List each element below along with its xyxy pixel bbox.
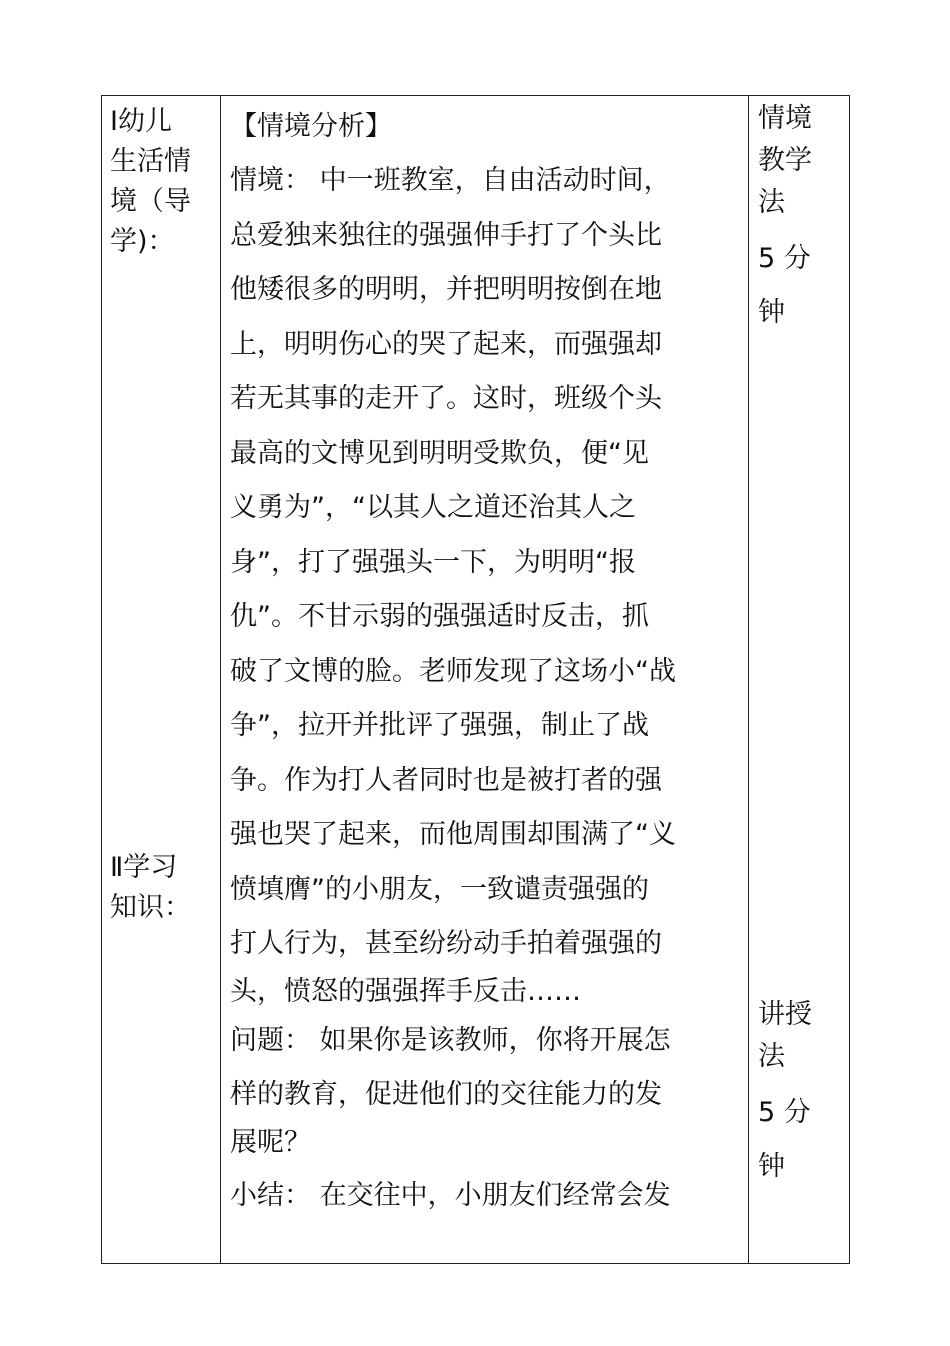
text-line: 总爱独来独往的强强伸手打了个头比 (230, 219, 662, 251)
question-text (230, 1014, 742, 1163)
section-label-line: Ⅰ幼儿 (110, 106, 172, 137)
text-line: 他矮很多的明明，并把明明按倒在地 (230, 274, 662, 305)
duration-label (758, 1086, 846, 1194)
method-label-line: 法 (758, 187, 785, 218)
text-line: 愤填膺”的小朋友，一致谴责强强的 (230, 873, 649, 905)
duration-line: 5 分 (758, 1097, 811, 1128)
text-line: 身”，打了强强头一下，为明明“报 (230, 546, 636, 578)
text-line: 强也哭了起来，而他周围却围满了“义 (230, 819, 676, 850)
method-label-line: 讲授 (758, 999, 812, 1030)
method-label-line: 情境 (758, 103, 812, 134)
section-label-line: 生活情 (110, 146, 191, 177)
text-line: 头，愤怒的强强挥手反击…… (230, 975, 581, 1007)
method-cell-lecture (758, 994, 846, 1194)
text-line: 仇”。不甘示弱的强强适时反击，抓 (230, 601, 649, 632)
method-label-line: 法 (758, 1041, 785, 1072)
text-line: 上，明明伤心的哭了起来，而强强却 (230, 328, 662, 360)
text-line: 义勇为”，“以其人之道还治其人之 (230, 492, 636, 523)
text-line: 问题： 如果你是该教师，你将开展怎 (230, 1024, 671, 1056)
section-label-line: 知识： (110, 892, 191, 923)
text-line: 争。作为打人者同时也是被打者的强 (230, 764, 662, 796)
section-label-situation (110, 102, 214, 262)
text-line: 若无其事的走开了。这时，班级个头 (230, 383, 662, 414)
text-line: 争”，拉开并批评了强强，制止了战 (230, 710, 649, 741)
method-cell-situation (758, 98, 846, 340)
text-line: 情境： 中一班教室，自由活动时间， (230, 165, 671, 196)
situation-text (230, 154, 742, 1012)
text-line: 样的教育，促进他们的交往能力的发 (230, 1079, 662, 1110)
section-label-line: 境（导 (110, 186, 191, 217)
text-line: 小结： 在交往中，小朋友们经常会发 (230, 1179, 671, 1211)
duration-label (758, 232, 846, 340)
content-cell (230, 100, 742, 1223)
section-label-line: Ⅱ学习 (110, 852, 178, 883)
lesson-plan-table (101, 95, 850, 1264)
text-line: 展呢？ (230, 1126, 311, 1158)
method-label-line: 教学 (758, 145, 812, 176)
section-label-learning (110, 848, 214, 928)
column-divider-left (220, 96, 221, 1263)
section-heading: 【情境分析】 (230, 111, 392, 142)
duration-line: 钟 (758, 1151, 785, 1182)
column-divider-right (748, 96, 749, 1263)
text-line: 最高的文博见到明明受欺负，便“见 (230, 437, 649, 469)
duration-line: 5 分 (758, 243, 811, 274)
section-label-line: 学)： (110, 226, 175, 257)
duration-line: 钟 (758, 297, 785, 328)
text-line: 打人行为，甚至纷纷动手拍着强强的 (230, 928, 662, 959)
text-line: 破了文博的脸。老师发现了这场小“战 (230, 655, 676, 687)
summary-text (230, 1169, 742, 1224)
